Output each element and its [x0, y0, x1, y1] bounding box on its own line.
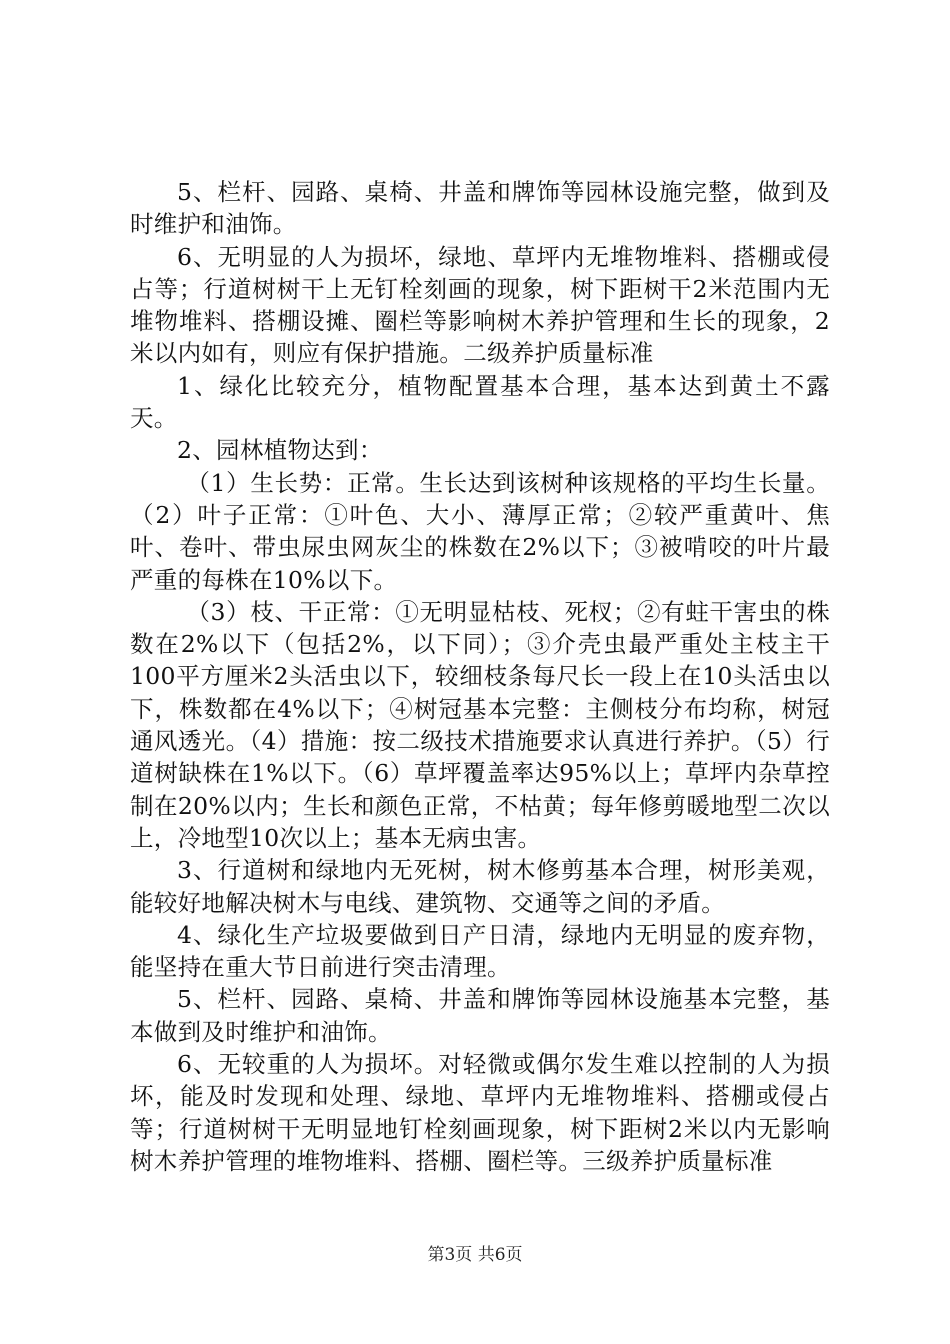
paragraph-damage-1: 6、无明显的人为损坏，绿地、草坪内无堆物堆料、搭棚或侵占等；行道树树干上无钉栓刻画的现象，树下距树干2米范围内无堆物堆料、搭棚设摊、圈栏等影响树木养护管理和生长的现象，2米以内如有，则应有保护措施。二级养护质量标准 [130, 242, 830, 368]
paragraph-facilities-1: 5、栏杆、园路、桌椅、井盖和牌饰等园林设施完整，做到及时维护和油饰。 [130, 178, 830, 239]
paragraph-waste-2: 4、绿化生产垃圾要做到日产日清，绿地内无明显的废弃物，能坚持在重大节日前进行突击清理。 [130, 920, 830, 982]
paragraph-plants-2: 2、园林植物达到： [177, 436, 383, 465]
page-footer [0, 1244, 950, 1266]
paragraph-facilities-2: 5、栏杆、园路、桌椅、井盖和牌饰等园林设施基本完整，基本做到及时维护和油饰。 [130, 985, 830, 1046]
paragraph-branches-trunks: （3）枝、干正常：①无明显枯枝、死杈；②有蛀干害虫的株数在2%以下（包括2%，以下同）；③介壳虫最严重处主枝主干100平方厘米2头活虫以下，较细枝条每尺长一段上在10头活虫以下，株数都在4%以下；④树冠基本完整：主侧枝分布均称，树冠通风透光。（4）措施：按二级技术措施要求认真进行养护。（5）行道树缺株在1%以下。（6）草坪覆盖率达95%以上；草坪内杂草控制在20%以内；生长和颜色正常，不枯黄；每年修剪暖地型二次以上，冷地型10次以上；基本无病虫害。 [130, 597, 830, 852]
paragraph-street-trees-2: 3、行道树和绿地内无死树，树木修剪基本合理，树形美观，能较好地解决树木与电线、建筑物、交通等之间的矛盾。 [130, 856, 830, 917]
paragraph-damage-2: 6、无较重的人为损坏。对轻微或偶尔发生难以控制的人为损坏，能及时发现和处理、绿地、草坪内无堆物堆料、搭棚或侵占等；行道树树干无明显地钉栓刻画现象，树下距树2米以内无影响树木养护管理的堆物堆料、搭棚、圈栏等。三级养护质量标准 [130, 1050, 830, 1175]
page-number-label: 第3页 共6页 [427, 1245, 523, 1265]
document-body [130, 176, 830, 1177]
paragraph-greening-2: 1、绿化比较充分，植物配置基本合理，基本达到黄土不露天。 [130, 371, 830, 433]
paragraph-growth-leaves: （1）生长势：正常。生长达到该树种该规格的平均生长量。（2）叶子正常：①叶色、大小、薄厚正常；②较严重黄叶、焦叶、卷叶、带虫尿虫网灰尘的株数在2%以下；③被啃咬的叶片最严重的每株在10%以下。 [130, 468, 830, 594]
